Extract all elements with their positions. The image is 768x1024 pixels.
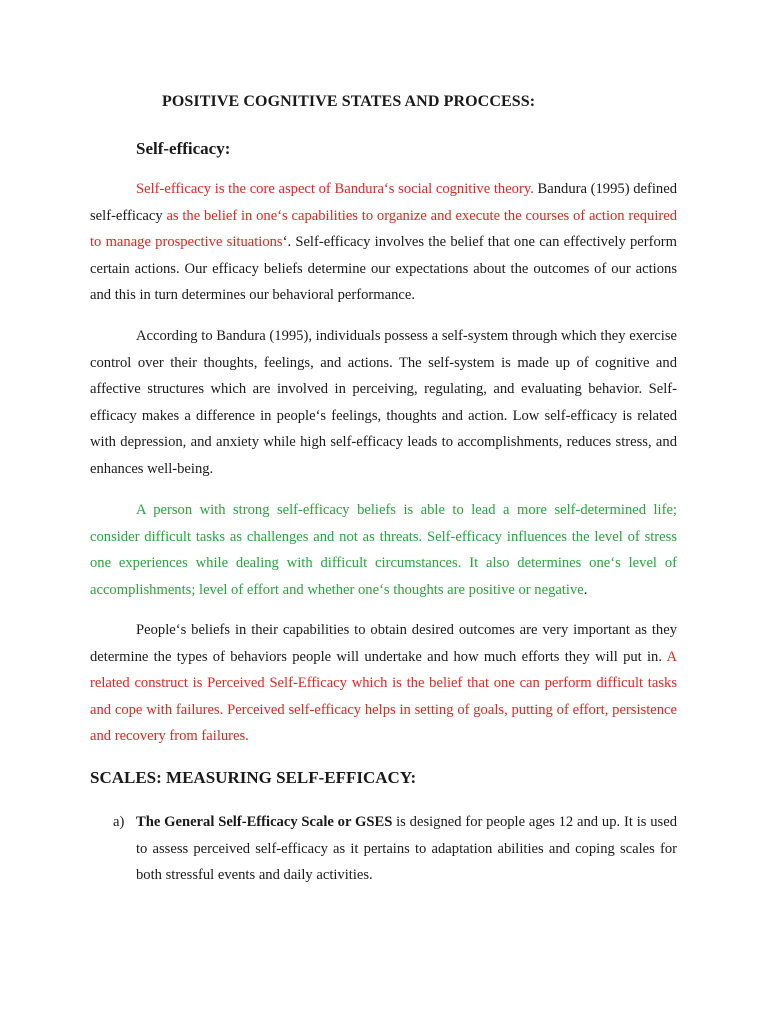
paragraph-1-segment: Bandura (1995) defined self-efficacy — [90, 181, 678, 224]
section-subtitle: Self-efficacy: — [136, 139, 231, 158]
paragraph-4 — [90, 617, 677, 750]
list-item-text: is designed for people ages 12 and up. It is used to assess perceived self-efficacy as it pertains to adaptation abilities and coping scales for both stressful events and daily activities. — [136, 814, 677, 884]
paragraph-3-segment: . — [583, 581, 588, 598]
paragraph-1-segment: ‘. Self-efficacy involves the belief that one can effectively perform certain actions. Our efficacy beliefs determine our expectations about the outcomes of our actions and this in turn determines our behavioral performance. — [90, 234, 678, 304]
document-title: POSITIVE COGNITIVE STATES AND PROCCESS: — [162, 93, 536, 110]
list-item — [90, 809, 677, 889]
paragraph-3 — [90, 497, 677, 603]
paragraph-3-segment: A person with strong self-efficacy beliefs is able to lead a more self-determined life; consider difficult tasks as challenges and not as threats. Self-efficacy influences the level of stress one experiences while dealing with difficult circumstances. It also determines one‘s level of accomplishments; level of effort and whether one‘s thoughts are positive or negative — [90, 502, 677, 598]
paragraph-4-segment: A related construct is Perceived Self-Efficacy which is the belief that one can perform difficult tasks and cope with failures. Perceived self-efficacy helps in setting of goals, putting of effort, persistence and recovery from failures. — [90, 648, 677, 745]
paragraph-2 — [90, 323, 677, 483]
paragraph-1 — [90, 176, 677, 309]
section-heading: SCALES: MEASURING SELF-EFFICACY: — [90, 768, 417, 787]
list-item-bold-text: The General Self-Efficacy Scale or GSES — [136, 814, 393, 830]
list-marker: a) — [113, 814, 125, 830]
scales-list — [90, 809, 677, 889]
paragraph-4-segment: People‘s beliefs in their capabilities to obtain desired outcomes are very important as they determine the types of behaviors people will undertake and how much efforts they will put in. — [90, 622, 677, 665]
paragraph-2-segment: According to Bandura (1995), individuals possess a self-system through which they exercise control over their thoughts, feelings, and actions. The self-system is made up of cognitive and affective structures which are involved in perceiving, regulating, and evaluating behavior. Self-efficacy makes a difference in people‘s feelings, thoughts and action. Low self-efficacy is related with depression, and anxiety while high self-efficacy leads to accomplishments, reduces stress, and enhances well-being. — [90, 328, 677, 477]
paragraph-1-segment: Self-efficacy is the core aspect of Bandura‘s social cognitive theory. — [136, 181, 538, 197]
paragraph-1-segment: as the belief in one‘s capabilities to organize and execute the courses of action required to manage prospective situations — [90, 207, 678, 251]
